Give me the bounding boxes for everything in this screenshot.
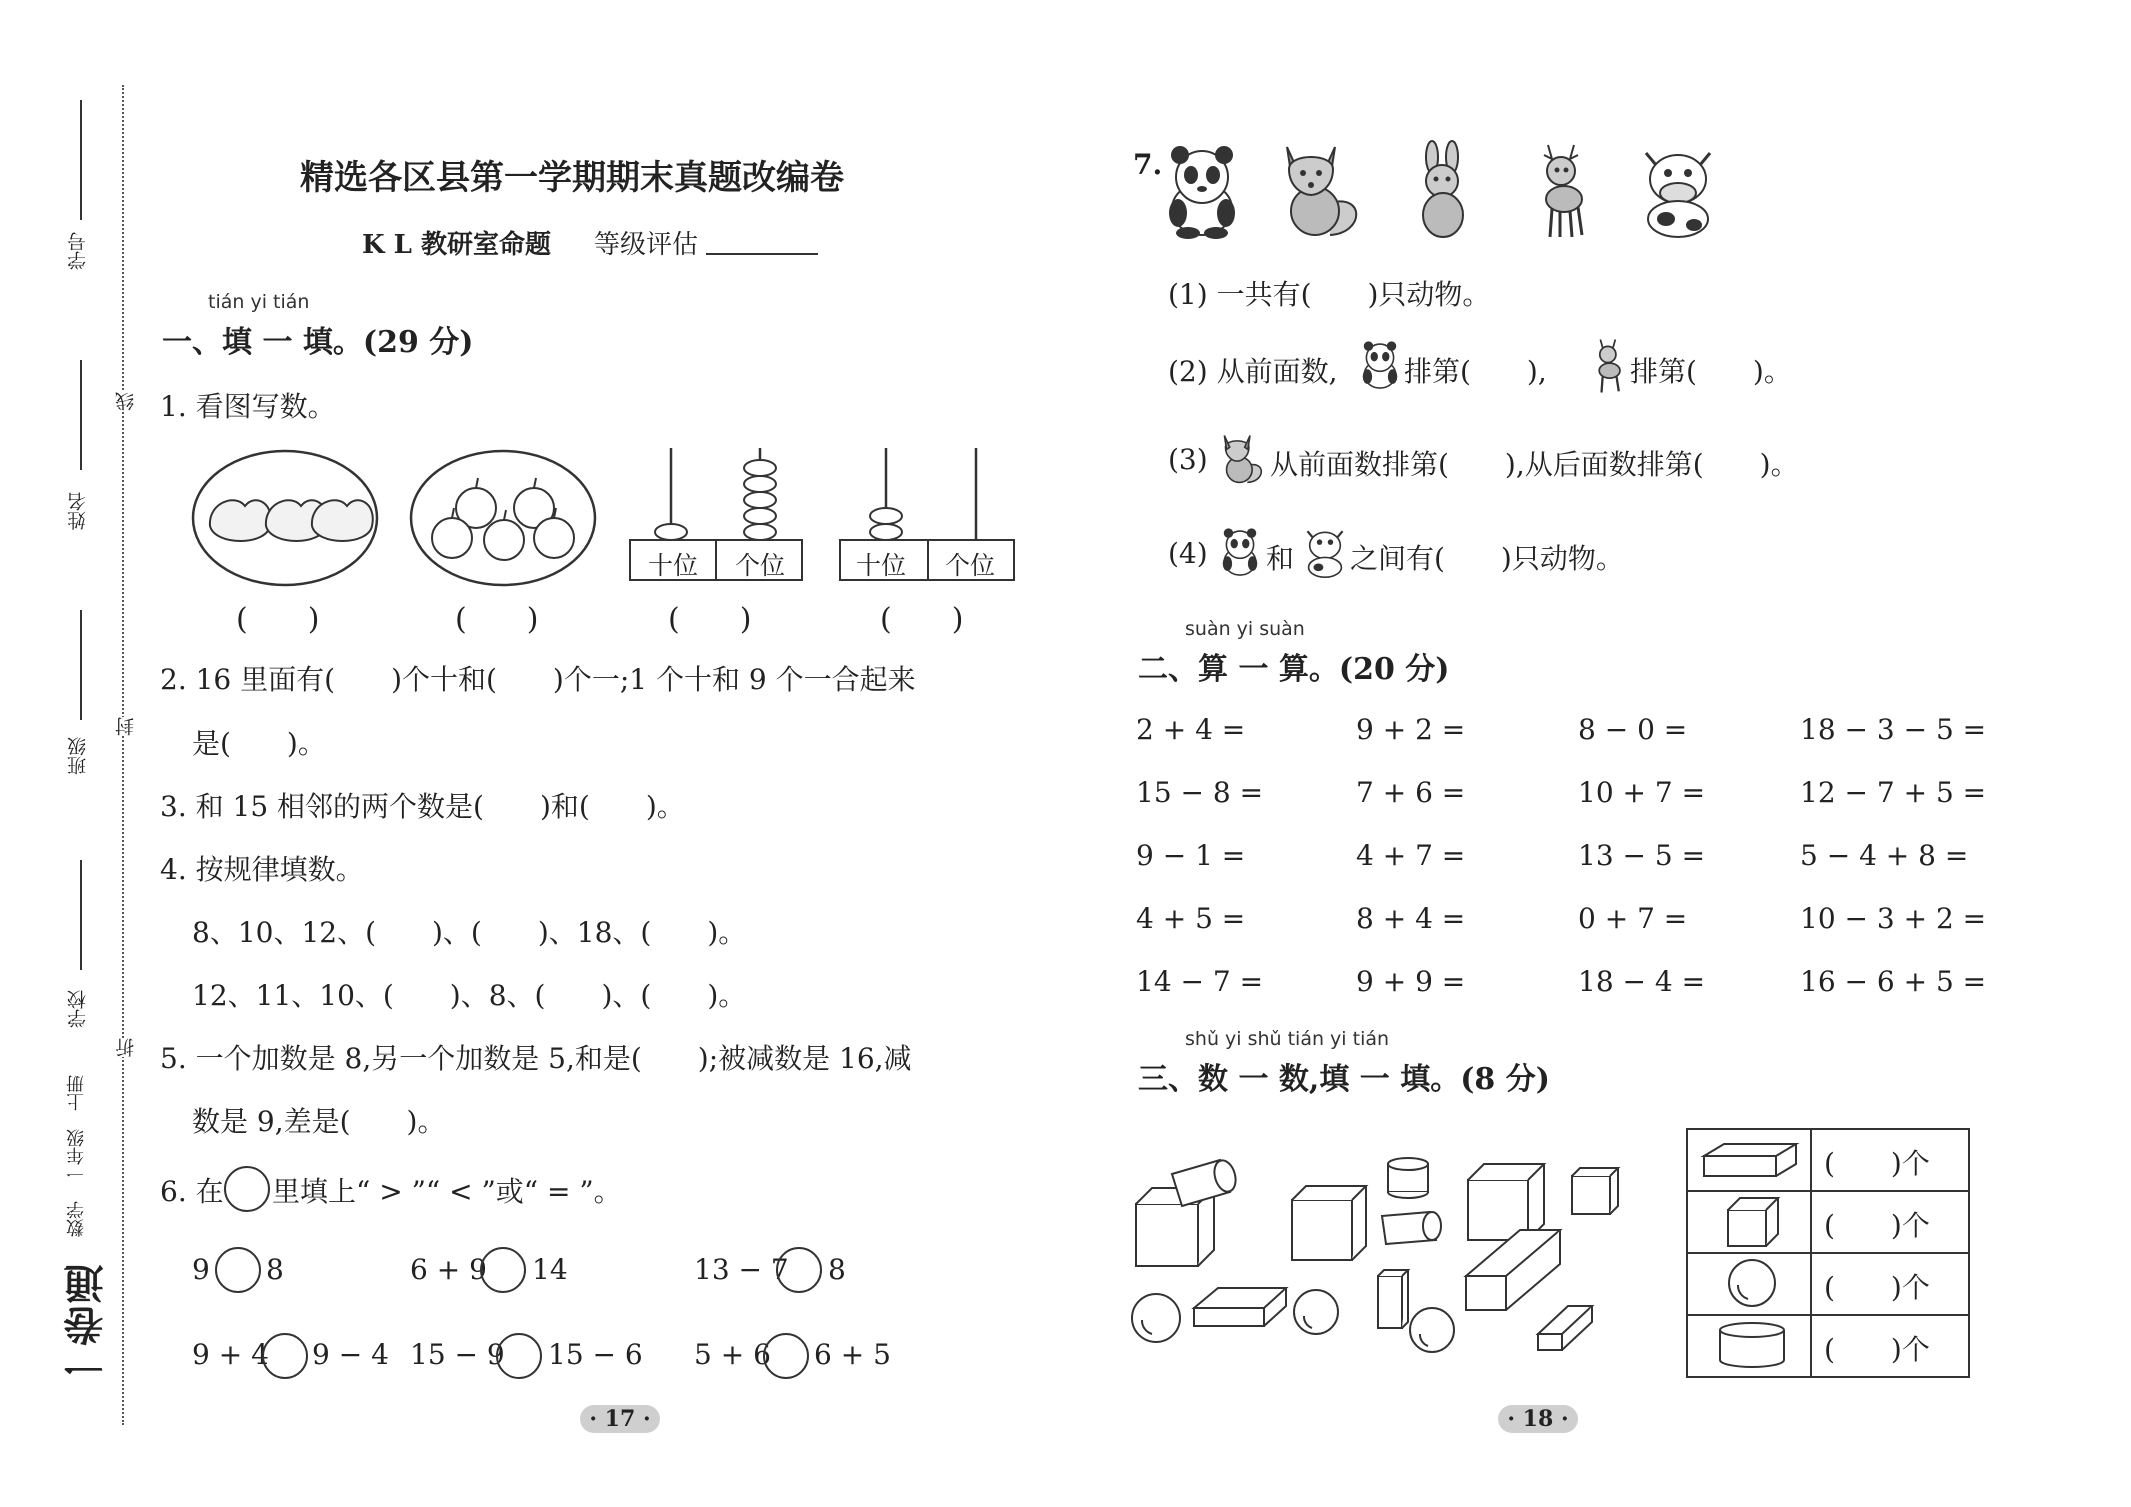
q1-answer-2[interactable]: ( ) bbox=[455, 602, 539, 637]
name-label: 姓名 bbox=[67, 492, 89, 530]
q6-suffix: 里填上“ > ”“ < ”或“ = ”。 bbox=[272, 1175, 622, 1208]
peaches-picture bbox=[190, 448, 380, 588]
cmp-1-circle[interactable] bbox=[215, 1247, 261, 1293]
count-cube-answer[interactable]: ( )个 bbox=[1824, 1209, 1930, 1242]
cmp-4-right: 9 − 4 bbox=[312, 1338, 389, 1371]
class-line bbox=[80, 610, 82, 720]
name-line bbox=[80, 360, 82, 470]
calc-1-1: 2 + 4 = bbox=[1136, 713, 1246, 746]
calc-1-4: 18 − 3 − 5 = bbox=[1800, 713, 1987, 746]
brand-logo: 一卷通 bbox=[63, 1262, 110, 1388]
cmp-2-circle[interactable] bbox=[480, 1247, 526, 1293]
cmp-3-right: 8 bbox=[828, 1253, 846, 1286]
solids-picture bbox=[1130, 1140, 1610, 1360]
student-no-label: 学号 bbox=[67, 232, 89, 270]
calc-5-3: 18 − 4 = bbox=[1578, 965, 1706, 998]
q7-4c: 之间有( )只动物。 bbox=[1350, 542, 1624, 575]
q4-sequence-1: 8、10、12、( )、( )、18、( )。 bbox=[192, 916, 747, 949]
s2-pinyin: suàn yi suàn bbox=[1185, 618, 1305, 640]
cmp-3-left: 13 − 7 bbox=[694, 1253, 789, 1286]
q2-line2: 是( )。 bbox=[192, 727, 326, 760]
class-label: 班级 bbox=[67, 737, 89, 775]
cow-icon bbox=[1636, 143, 1720, 239]
cmp-6-circle[interactable] bbox=[763, 1333, 809, 1379]
q7-2b: 排第( ), bbox=[1404, 355, 1547, 388]
seal-mark: 封 bbox=[112, 717, 139, 736]
calc-2-4: 12 − 7 + 5 = bbox=[1800, 776, 1987, 809]
calc-1-2: 9 + 2 = bbox=[1356, 713, 1466, 746]
fox-icon bbox=[1275, 143, 1365, 239]
cmp-1-right: 8 bbox=[266, 1253, 284, 1286]
q6-prefix: 6. 在 bbox=[160, 1175, 224, 1208]
panda-icon bbox=[1160, 143, 1244, 239]
s3-title: 三、数 一 数,填 一 填。(8 分) bbox=[1138, 1062, 1550, 1097]
calc-4-3: 0 + 7 = bbox=[1578, 902, 1688, 935]
count-table-divider-h2 bbox=[1686, 1252, 1970, 1254]
q7-2a: (2) 从前面数, bbox=[1168, 355, 1338, 388]
count-table-divider-h1 bbox=[1686, 1190, 1970, 1192]
q1-answer-1[interactable]: ( ) bbox=[236, 602, 320, 637]
grade-eval-label: 等级评估 bbox=[594, 230, 699, 260]
calc-3-2: 4 + 7 = bbox=[1356, 839, 1466, 872]
abacus-1-ones: 个位 bbox=[735, 551, 786, 580]
q3-text: 3. 和 15 相邻的两个数是( )和( )。 bbox=[160, 790, 685, 823]
q1-text: 1. 看图写数。 bbox=[160, 390, 336, 423]
calc-2-3: 10 + 7 = bbox=[1578, 776, 1706, 809]
q1-answer-4[interactable]: ( ) bbox=[880, 602, 964, 637]
q7-3a: (3) bbox=[1168, 443, 1208, 476]
cmp-1-left: 9 bbox=[192, 1253, 210, 1286]
q1-answer-3[interactable]: ( ) bbox=[668, 602, 752, 637]
fold-mark: 折 bbox=[112, 1038, 139, 1057]
panda-small-icon bbox=[1358, 338, 1402, 392]
calc-5-4: 16 − 6 + 5 = bbox=[1800, 965, 1987, 998]
abacus-1-tens: 十位 bbox=[648, 551, 699, 580]
q4-sequence-2: 12、11、10、( )、8、( )、( )。 bbox=[192, 979, 747, 1012]
cmp-2-left: 6 + 9 bbox=[410, 1253, 487, 1286]
count-sphere-answer[interactable]: ( )个 bbox=[1824, 1271, 1930, 1304]
cmp-6-right: 6 + 5 bbox=[814, 1338, 891, 1371]
s1-pinyin: tián yi tián bbox=[208, 291, 310, 313]
apples-picture bbox=[408, 448, 598, 588]
q7-4a: (4) bbox=[1168, 537, 1208, 570]
s2-title: 二、算 一 算。(20 分) bbox=[1138, 652, 1450, 687]
q7-number: 7. bbox=[1133, 148, 1163, 181]
calc-2-2: 7 + 6 = bbox=[1356, 776, 1466, 809]
calc-4-1: 4 + 5 = bbox=[1136, 902, 1246, 935]
cmp-5-right: 15 − 6 bbox=[548, 1338, 643, 1371]
cmp-6-left: 5 + 6 bbox=[694, 1338, 771, 1371]
rabbit-icon bbox=[1408, 143, 1478, 239]
q5-line2: 数是 9,差是( )。 bbox=[192, 1105, 446, 1138]
page-title: 精选各区县第一学期期末真题改编卷 bbox=[300, 158, 844, 198]
fox-small-icon bbox=[1218, 432, 1266, 486]
calc-5-1: 14 − 7 = bbox=[1136, 965, 1264, 998]
panda-small-icon-2 bbox=[1218, 525, 1262, 579]
cmp-2-right: 14 bbox=[532, 1253, 568, 1286]
page-number-right: · 18 · bbox=[1498, 1405, 1578, 1433]
calc-3-1: 9 − 1 = bbox=[1136, 839, 1246, 872]
q6-example-circle bbox=[224, 1166, 270, 1212]
sphere-icon bbox=[1726, 1257, 1778, 1309]
deer-small-icon bbox=[1590, 338, 1628, 394]
cube-icon bbox=[1724, 1196, 1780, 1248]
q7-1: (1) 一共有( )只动物。 bbox=[1168, 278, 1491, 311]
s1-title: 一、填 一 填。(29 分) bbox=[162, 325, 474, 360]
q7-2c: 排第( )。 bbox=[1630, 355, 1792, 388]
abacus-2-ones: 个位 bbox=[945, 551, 996, 580]
calc-3-4: 5 − 4 + 8 = bbox=[1800, 839, 1969, 872]
grade-label: 数学 一年级 上册 bbox=[66, 1075, 87, 1237]
calc-4-4: 10 − 3 + 2 = bbox=[1800, 902, 1987, 935]
cylinder-icon bbox=[1716, 1320, 1788, 1370]
grade-eval-blank bbox=[706, 253, 818, 255]
q7-4b: 和 bbox=[1266, 542, 1295, 575]
count-table-divider-h3 bbox=[1686, 1314, 1970, 1316]
calc-4-2: 8 + 4 = bbox=[1356, 902, 1466, 935]
calc-5-2: 9 + 9 = bbox=[1356, 965, 1466, 998]
abacus-2-tens: 十位 bbox=[856, 551, 907, 580]
deer-icon bbox=[1530, 143, 1596, 239]
q5-line1: 5. 一个加数是 8,另一个加数是 5,和是( );被减数是 16,减 bbox=[160, 1042, 912, 1075]
school-line bbox=[80, 860, 82, 970]
q4-text: 4. 按规律填数。 bbox=[160, 853, 364, 886]
q7-3b: 从前面数排第( ),从后面数排第( )。 bbox=[1270, 448, 1799, 481]
student-no-line bbox=[80, 100, 82, 220]
cmp-5-circle[interactable] bbox=[496, 1333, 542, 1379]
subtitle: K L 教研室命题 bbox=[362, 230, 551, 260]
cmp-4-circle[interactable] bbox=[262, 1333, 308, 1379]
school-label: 学校 bbox=[67, 990, 89, 1028]
binding-dotted-line bbox=[122, 85, 124, 1425]
s3-pinyin: shǔ yi shǔ tián yi tián bbox=[1185, 1028, 1390, 1050]
calc-2-1: 15 − 8 = bbox=[1136, 776, 1264, 809]
cow-small-icon bbox=[1302, 525, 1348, 579]
line-mark: 线 bbox=[112, 392, 139, 411]
cuboid-icon bbox=[1700, 1140, 1800, 1180]
calc-1-3: 8 − 0 = bbox=[1578, 713, 1688, 746]
cmp-5-left: 15 − 9 bbox=[410, 1338, 505, 1371]
cmp-4-left: 9 + 4 bbox=[192, 1338, 269, 1371]
q2-line1: 2. 16 里面有( )个十和( )个一;1 个十和 9 个一合起来 bbox=[160, 663, 916, 696]
page-number-left: · 17 · bbox=[580, 1405, 660, 1433]
cmp-3-circle[interactable] bbox=[776, 1247, 822, 1293]
calc-3-3: 13 − 5 = bbox=[1578, 839, 1706, 872]
count-cylinder-answer[interactable]: ( )个 bbox=[1824, 1333, 1930, 1366]
count-cuboid-answer[interactable]: ( )个 bbox=[1824, 1147, 1930, 1180]
